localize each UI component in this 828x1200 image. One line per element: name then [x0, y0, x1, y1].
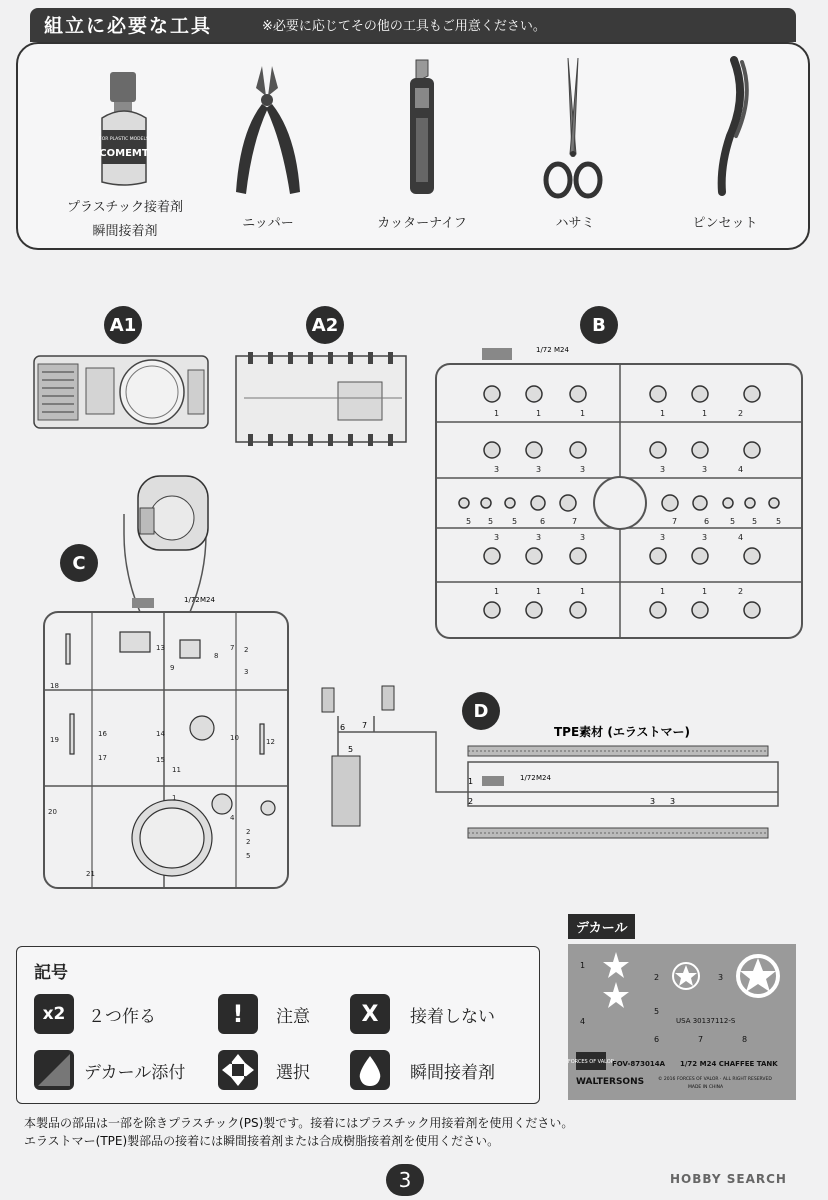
track-top [468, 746, 768, 756]
note-line-2: エラストマー(TPE)製部品の接着には瞬間接着剤または合成樹脂接着剤を使用ください。 [24, 1134, 500, 1148]
b-num: 1 [702, 587, 708, 596]
c-num: 13 [156, 644, 165, 652]
bottle-small-text: FOR PLASTIC MODELS [99, 137, 149, 142]
c-num: 21 [86, 870, 95, 878]
c-num: 1 [172, 794, 177, 802]
legend-label-caution: 注意 [276, 1007, 310, 1027]
d-num: 2 [468, 797, 474, 806]
star-decal [603, 952, 629, 978]
decal-num: 5 [654, 1007, 660, 1016]
sprue-c-logo [132, 598, 154, 608]
decal-num: 6 [654, 1035, 660, 1044]
turret-part [138, 476, 208, 550]
tpe-label: TPE素材 (エラストマー) [554, 725, 690, 739]
b-num: 5 [776, 517, 782, 526]
d-num: 3 [670, 797, 676, 806]
c-num: 15 [156, 756, 165, 764]
decal-product-name: 1/72 M24 CHAFFEE TANK [680, 1060, 778, 1068]
watermark: HOBBY SEARCH [670, 1172, 787, 1186]
sprue-d-scale: 1/72 [520, 774, 536, 782]
c-num: 2 [244, 646, 249, 654]
select-arrows-icon [218, 1050, 258, 1090]
decal-attached-icon [34, 1050, 74, 1090]
d-num: 6 [340, 723, 346, 732]
tool-label-glue-sub: 瞬間接着剤 [92, 224, 158, 239]
sprue-c [40, 474, 292, 894]
sprue-d-model: M24 [536, 774, 551, 782]
c-num: 2 [246, 828, 251, 836]
c-num: 16 [98, 730, 107, 738]
sprue-d [318, 682, 802, 848]
b-num: 1 [702, 409, 708, 418]
b-num: 3 [660, 533, 666, 542]
b-num: 1 [494, 409, 500, 418]
badge-a2: A2 [306, 306, 344, 344]
b-num: 7 [672, 517, 678, 526]
decal-tag: デカール [568, 914, 635, 939]
badge-c: C [60, 544, 98, 582]
cutter-knife-icon [402, 58, 442, 198]
star-decal [603, 982, 629, 1008]
b-num: 3 [660, 465, 666, 474]
b-num: 3 [702, 465, 708, 474]
tool-label-tweezers: ピンセット [692, 216, 758, 231]
instant-glue-drop-icon [350, 1050, 390, 1090]
glue-bottle-icon [96, 70, 152, 190]
b-num: 5 [466, 517, 472, 526]
caution-icon: ! [218, 994, 258, 1034]
tools-title: 組立に必要な工具 [44, 15, 213, 37]
b-num: 3 [494, 465, 500, 474]
c-num: 2 [246, 838, 251, 846]
legend-label-select: 選択 [276, 1063, 310, 1083]
no-glue-icon: X [350, 994, 390, 1034]
badge-b: B [580, 306, 618, 344]
c-num: 3 [244, 668, 249, 676]
b-num: 3 [580, 465, 586, 474]
c-num: 10 [230, 734, 239, 742]
decal-brand: WALTERSONS [576, 1077, 645, 1087]
b-num: 1 [494, 587, 500, 596]
make-two-icon: x2 [34, 994, 74, 1034]
b-num: 1 [660, 409, 666, 418]
c-num: 17 [98, 754, 107, 762]
c-num: 18 [50, 682, 59, 690]
legend-label-no-glue: 接着しない [410, 1007, 495, 1027]
sprue-b-scale: 1/72 [536, 346, 552, 354]
b-num: 5 [752, 517, 758, 526]
bottle-text: COMEMT [99, 148, 149, 159]
nippers-icon [226, 62, 310, 202]
c-num: 8 [214, 652, 219, 660]
d-parts [322, 686, 394, 826]
b-num: 5 [488, 517, 494, 526]
c-num: 12 [266, 738, 275, 746]
decal-sheet-art [568, 944, 796, 1100]
track-bottom [468, 828, 768, 838]
legend-label-instant-glue: 瞬間接着剤 [410, 1063, 495, 1083]
legend-title: 記号 [34, 963, 68, 983]
c-num: 9 [170, 664, 175, 672]
b-num: 3 [536, 465, 542, 474]
c-num: 14 [156, 730, 165, 738]
b-num: 1 [536, 409, 542, 418]
decal-brand-logo: FORCES OF VALOR [568, 1059, 615, 1065]
tool-label-glue: プラスチック接着剤 [67, 200, 183, 215]
d-num: 3 [650, 797, 656, 806]
b-num: 1 [660, 587, 666, 596]
b-num: 2 [738, 409, 744, 418]
decal-num: 3 [718, 973, 724, 982]
decal-num: 7 [698, 1035, 704, 1044]
c-num: 11 [172, 766, 181, 774]
sprue-b-logo [482, 348, 512, 360]
tool-label-nippers: ニッパー [242, 216, 294, 231]
legend-label-make-two: ２つ作る [88, 1007, 156, 1027]
decal-product: FOV-873014A [612, 1060, 665, 1068]
sprue-c-scale: 1/72 [184, 596, 200, 604]
note-line-1: 本製品の部品は一部を除きプラスチック(PS)製です。接着にはプラスチック用接着剤を使用ください。 [24, 1116, 574, 1130]
decal-num: 8 [742, 1035, 748, 1044]
b-num: 4 [738, 465, 744, 474]
b-num: 6 [704, 517, 710, 526]
b-num: 3 [702, 533, 708, 542]
badge-a1: A1 [104, 306, 142, 344]
legend-label-decal: デカール添付 [84, 1063, 186, 1083]
c-num: 19 [50, 736, 59, 744]
b-num: 1 [536, 587, 542, 596]
b-num: 1 [580, 587, 586, 596]
tools-note: ※必要に応じてその他の工具もご用意ください。 [262, 19, 546, 34]
b-num: 5 [512, 517, 518, 526]
b-num: 1 [580, 409, 586, 418]
b-num: 3 [580, 533, 586, 542]
c-num: 5 [246, 852, 251, 860]
sprue-b-model: M24 [554, 346, 569, 354]
d-num: 5 [348, 745, 354, 754]
decal-num: 2 [654, 973, 660, 982]
sprue-b [434, 338, 806, 642]
badge-d: D [462, 692, 500, 730]
part-a1-hull [32, 350, 210, 434]
b-num: 5 [730, 517, 736, 526]
decal-made-in: MADE IN CHINA [688, 1085, 724, 1090]
b-num: 2 [738, 587, 744, 596]
decal-num: 4 [580, 1017, 586, 1026]
decal-copyright: © 2016 FORCES OF VALOR · ALL RIGHT RESERVED [658, 1077, 772, 1082]
b-num: 3 [536, 533, 542, 542]
scissors-icon [540, 54, 606, 204]
decal-num: 1 [580, 961, 586, 970]
b-num: 7 [572, 517, 578, 526]
tweezers-icon [700, 56, 760, 196]
sprue-c-model: M24 [200, 596, 215, 604]
d-num: 7 [362, 721, 368, 730]
tool-label-scissors: ハサミ [555, 216, 595, 231]
decal-serial: USA 30137112-S [676, 1017, 736, 1025]
c-num: 20 [48, 808, 57, 816]
c-num: 4 [230, 814, 235, 822]
sprue-d-logo [482, 776, 504, 786]
page-number: 3 [386, 1164, 424, 1196]
d-num: 1 [468, 777, 474, 786]
b-num: 6 [540, 517, 546, 526]
tool-label-cutter: カッターナイフ [377, 216, 467, 231]
b-num: 4 [738, 533, 744, 542]
b-num: 3 [494, 533, 500, 542]
c-num: 7 [230, 644, 235, 652]
part-a2-lower-hull [234, 352, 408, 452]
